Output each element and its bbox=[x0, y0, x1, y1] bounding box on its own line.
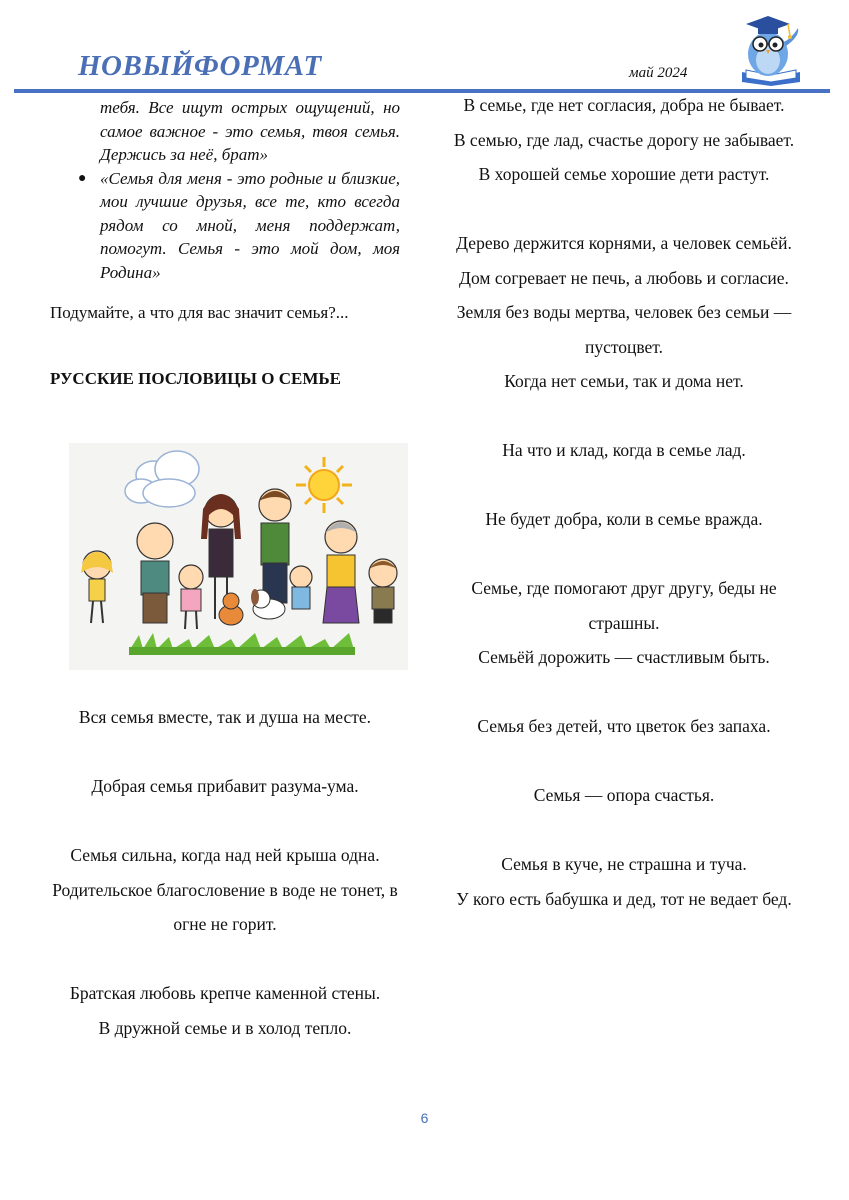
proverb-line: Вся семья вместе, так и душа на месте. bbox=[78, 707, 372, 727]
owl-graduate-icon bbox=[738, 8, 804, 86]
page-number: 6 bbox=[420, 1110, 429, 1126]
issue-date: май 2024 bbox=[629, 65, 688, 81]
blank-line bbox=[446, 813, 802, 848]
proverb-line: В дружной семье и в холод тепло. bbox=[98, 1017, 352, 1038]
right-proverbs bbox=[446, 88, 802, 916]
bullet-dot-icon: ● bbox=[78, 170, 87, 186]
proverb-line: Родительское благословение в воде не тонет, в огне не горит. bbox=[52, 879, 398, 934]
quote-text: «Семья для меня - это родные и близкие, мои лучшие друзья, все те, кто всегда рядом со мной, меня поддержат, помогут. Семья - это мой дом, моя Родина» bbox=[100, 168, 400, 282]
proverb-line: Дом согревает не печь, а любовь и согласие. bbox=[459, 267, 789, 288]
proverb-line: Семья — опора счастья. bbox=[533, 785, 715, 805]
proverb-line: На что и клад, когда в семье лад. bbox=[502, 440, 746, 460]
proverb-line: Семья без детей, что цветок без запаха. bbox=[477, 716, 771, 736]
proverb-line: Когда нет семьи, так и дома нет. bbox=[504, 371, 744, 391]
blank-line bbox=[446, 675, 802, 710]
family-illustration bbox=[69, 443, 408, 670]
proverb-line: В хорошей семье хорошие дети растут. bbox=[478, 164, 770, 184]
blank-line bbox=[446, 744, 802, 779]
section-heading: РУССКИЕ ПОСЛОВИЦЫ О СЕМЬЕ bbox=[50, 369, 341, 388]
quote-item-continued bbox=[50, 96, 400, 167]
blank-line bbox=[446, 399, 802, 434]
proverb-line: У кого есть бабушка и дед, тот не ведает бед. bbox=[456, 888, 792, 909]
proverb-line: Семья в куче, не страшна и туча. bbox=[501, 854, 747, 874]
question-text: Подумайте, а что для вас значит семья?... bbox=[50, 303, 349, 322]
proverb-line: Семьёй дорожить — счастливым быть. bbox=[478, 647, 770, 667]
proverb-line: Семья сильна, когда над ней крыша одна. bbox=[70, 845, 380, 865]
blank-line bbox=[50, 942, 400, 977]
blank-line bbox=[50, 735, 400, 770]
proverb-line: Дерево держится корнями, а человек семьёй. bbox=[456, 233, 792, 253]
proverb-line: Добрая семья прибавит разума-ума. bbox=[91, 776, 359, 796]
proverb-line: Семье, где помогают друг другу, беды не страшны. bbox=[471, 578, 777, 633]
newspaper-title: НОВЫЙФОРМАТ bbox=[78, 50, 322, 82]
left-proverbs bbox=[50, 700, 400, 1045]
proverb-line: Земля без воды мертва, человек без семьи — пустоцвет. bbox=[456, 302, 792, 357]
proverb-line: В семью, где лад, счастье дорогу не забывает. bbox=[453, 129, 795, 150]
left-column bbox=[50, 96, 400, 389]
blank-line bbox=[446, 537, 802, 572]
proverb-line: Братская любовь крепче каменной стены. bbox=[69, 983, 381, 1003]
blank-line bbox=[446, 192, 802, 227]
blank-line bbox=[446, 468, 802, 503]
quote-list bbox=[50, 96, 400, 284]
proverb-line: Не будет добра, коли в семье вражда. bbox=[485, 509, 763, 529]
blank-line bbox=[50, 804, 400, 839]
quote-item bbox=[50, 167, 400, 285]
quote-text: тебя. Все ищут острых ощущений, но самое важное - это семья, твоя семья. Держись за неё, брат» bbox=[100, 98, 400, 164]
proverb-line: В семье, где нет согласия, добра не бывает. bbox=[463, 95, 785, 115]
